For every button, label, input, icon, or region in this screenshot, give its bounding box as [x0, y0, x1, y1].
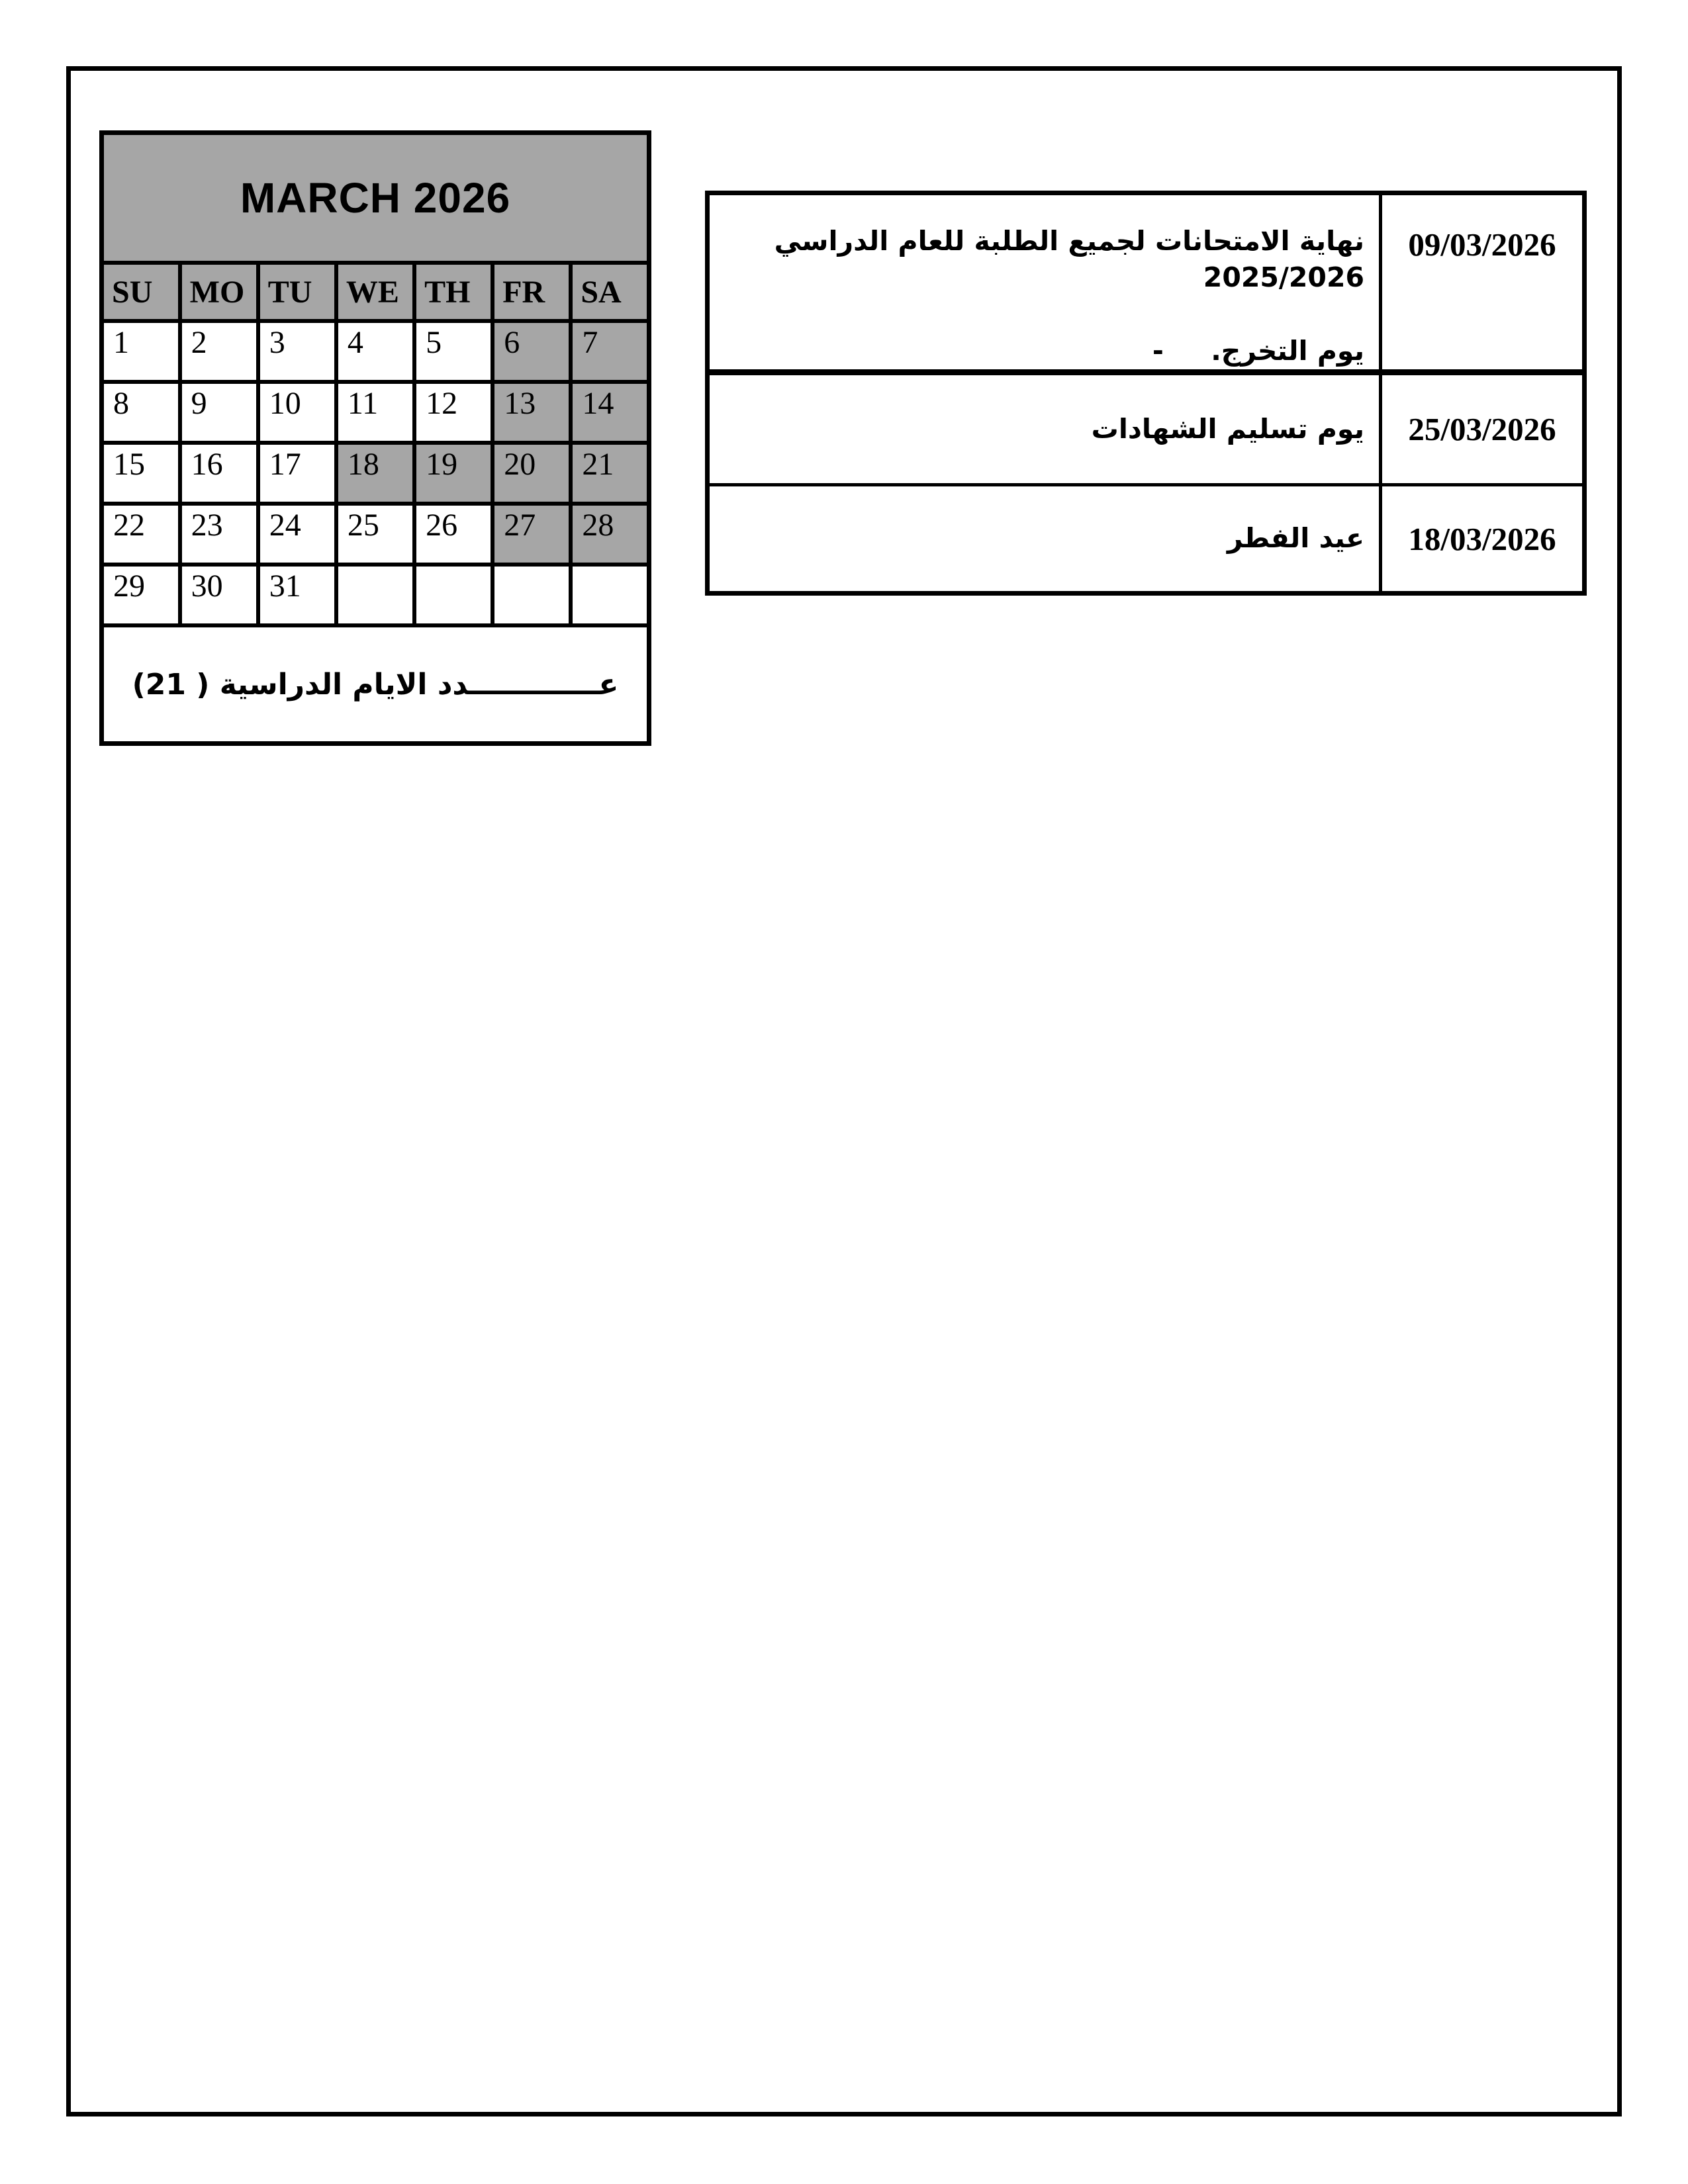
- event-description-line: يوم تسليم الشهادات: [1091, 412, 1364, 445]
- event-date: 09/03/2026: [1381, 193, 1585, 373]
- calendar-week-row: [102, 565, 649, 625]
- calendar-day-14: 14: [571, 382, 649, 443]
- event-row: [708, 485, 1585, 594]
- day-header-sa: SA: [571, 263, 649, 321]
- event-description-line: عيد الفطر: [1227, 522, 1364, 555]
- calendar-day-31: 31: [258, 565, 336, 625]
- calendar-day-17: 17: [258, 443, 336, 504]
- calendar-day-2: 2: [180, 321, 258, 382]
- event-row: [708, 373, 1585, 485]
- day-header-mo: MO: [180, 263, 258, 321]
- calendar-day-26: 26: [414, 504, 492, 565]
- calendar-day-empty: [492, 565, 571, 625]
- calendar-day-1: 1: [102, 321, 180, 382]
- calendar-week-row: [102, 504, 649, 565]
- calendar-footer-row: [102, 625, 649, 744]
- calendar-day-25: 25: [336, 504, 414, 565]
- event-description: [708, 373, 1381, 485]
- day-header-we: WE: [336, 263, 414, 321]
- calendar-day-6: 6: [492, 321, 571, 382]
- calendar-day-24: 24: [258, 504, 336, 565]
- calendar-march-2026: [99, 130, 651, 746]
- calendar-title-row: [102, 133, 649, 263]
- calendar-day-22: 22: [102, 504, 180, 565]
- calendar-day-header-row: [102, 263, 649, 321]
- day-header-su: SU: [102, 263, 180, 321]
- day-header-th: TH: [414, 263, 492, 321]
- calendar-week-row: [102, 321, 649, 382]
- event-description: [708, 193, 1381, 373]
- calendar-day-10: 10: [258, 382, 336, 443]
- calendar-day-27: 27: [492, 504, 571, 565]
- calendar-day-8: 8: [102, 382, 180, 443]
- day-header-fr: FR: [492, 263, 571, 321]
- calendar-day-7: 7: [571, 321, 649, 382]
- event-row: [708, 193, 1585, 373]
- event-date: 25/03/2026: [1381, 373, 1585, 485]
- events-table: [705, 191, 1587, 596]
- calendar-title: MARCH 2026: [102, 133, 649, 263]
- calendar-day-16: 16: [180, 443, 258, 504]
- event-date: 18/03/2026: [1381, 485, 1585, 594]
- calendar-day-12: 12: [414, 382, 492, 443]
- calendar-day-empty: [414, 565, 492, 625]
- calendar-day-15: 15: [102, 443, 180, 504]
- calendar-day-3: 3: [258, 321, 336, 382]
- calendar-day-13: 13: [492, 382, 571, 443]
- calendar-day-5: 5: [414, 321, 492, 382]
- calendar-day-empty: [336, 565, 414, 625]
- calendar-day-28: 28: [571, 504, 649, 565]
- event-description-line: نهاية الامتحانات لجميع الطلبة للعام الدراسي 2025/2026: [774, 225, 1364, 294]
- calendar-day-23: 23: [180, 504, 258, 565]
- calendar-day-20: 20: [492, 443, 571, 504]
- event-description-line: يوم التخرج. -: [1152, 334, 1364, 367]
- school-days-count-label: عـــــــــــــدد الايام الدراسية ( 21): [102, 625, 649, 744]
- calendar-day-4: 4: [336, 321, 414, 382]
- calendar-day-29: 29: [102, 565, 180, 625]
- calendar-week-row: [102, 382, 649, 443]
- calendar-day-11: 11: [336, 382, 414, 443]
- calendar-week-row: [102, 443, 649, 504]
- calendar-day-9: 9: [180, 382, 258, 443]
- calendar-day-30: 30: [180, 565, 258, 625]
- event-description: [708, 485, 1381, 594]
- calendar-day-empty: [571, 565, 649, 625]
- day-header-tu: TU: [258, 263, 336, 321]
- calendar-day-18: 18: [336, 443, 414, 504]
- calendar-day-21: 21: [571, 443, 649, 504]
- calendar-day-19: 19: [414, 443, 492, 504]
